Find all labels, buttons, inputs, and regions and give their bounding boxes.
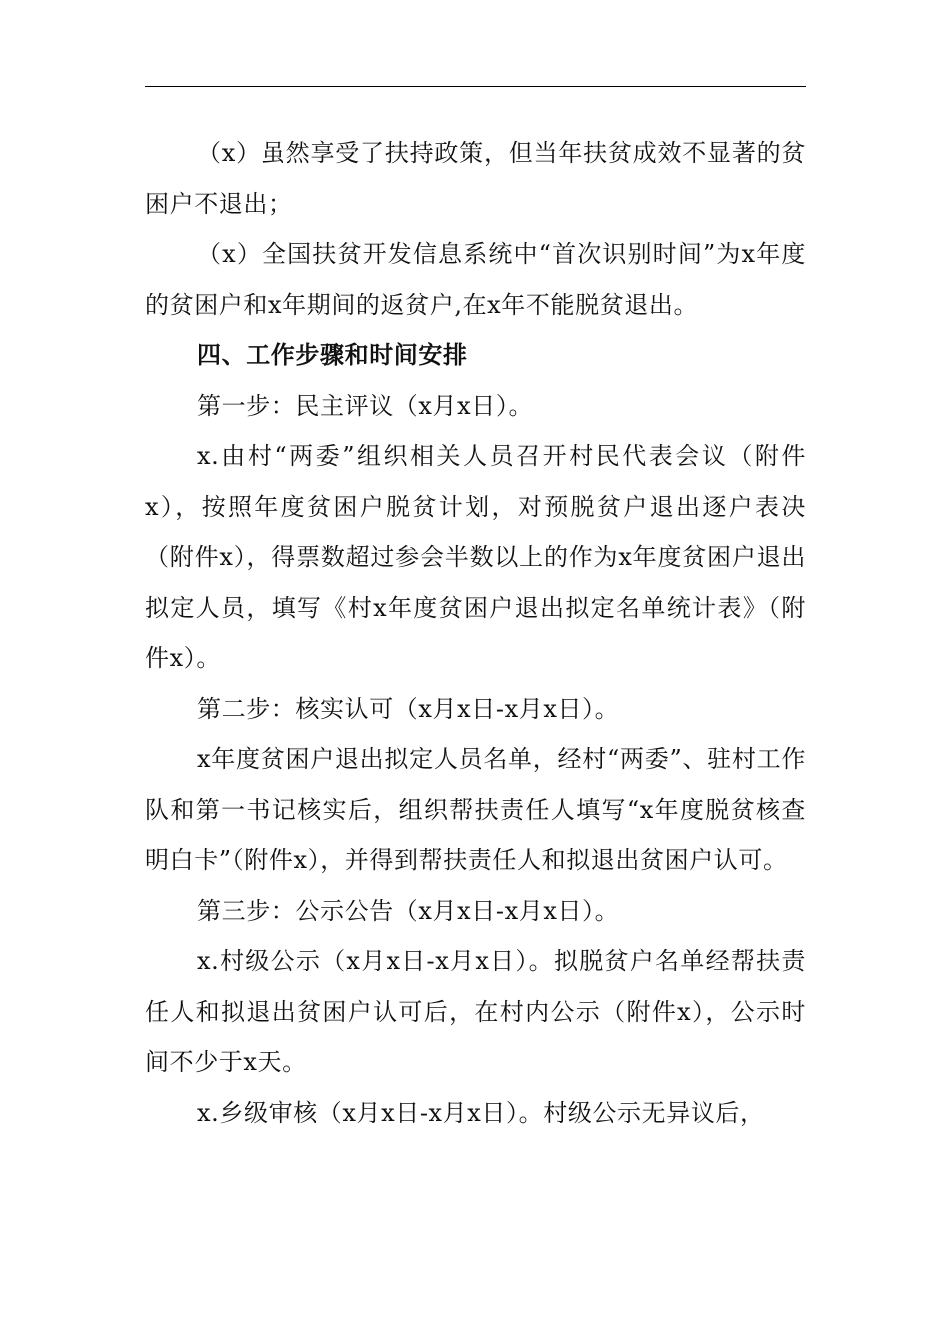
step-two-title: 第二步：核实认可（x月x日-x月x日）。: [197, 694, 620, 723]
paragraph-village-notice: x.村级公示（x月x日-x月x日）。拟脱贫户名单经帮扶责任人和拟退出贫困户认可后，在村内公示（附件x），公示时间不少于x天。: [145, 947, 806, 1076]
paragraph-democratic-review: x.由村“两委”组织相关人员召开村民代表会议（附件x），按照年度贫困户脱贫计划，对预脱贫户退出逐户表决（附件x），得票数超过参会半数以上的作为x年度贫困户退出拟定人员，填写《村x年度贫困户退出拟定名单统计表》（附件x）。: [145, 442, 806, 672]
step-one-title: 第一步：民主评议（x月x日）。: [197, 391, 534, 420]
step-three-title: 第三步：公示公告（x月x日-x月x日）。: [197, 896, 620, 925]
header-rule: [145, 86, 806, 87]
paragraph-township-review: x.乡级审核（x月x日-x月x日）。村级公示无异议后，: [197, 1098, 765, 1127]
section-heading: 四、工作步骤和时间安排: [197, 340, 468, 369]
paragraph-system-exclusion: （x）全国扶贫开发信息系统中“首次识别时间”为x年度的贫困户和x年期间的返贫户,在x年不能脱贫退出。: [145, 240, 806, 319]
document-body: [145, 128, 806, 1138]
paragraph-policy-exclusion: （x）虽然享受了扶持政策，但当年扶贫成效不显著的贫困户不退出；: [145, 139, 806, 218]
paragraph-verification: x年度贫困户退出拟定人员名单，经村“两委”、驻村工作队和第一书记核实后，组织帮扶责任人填写“x年度脱贫核查明白卡”（附件x），并得到帮扶责任人和拟退出贫困户认可。: [145, 745, 806, 874]
